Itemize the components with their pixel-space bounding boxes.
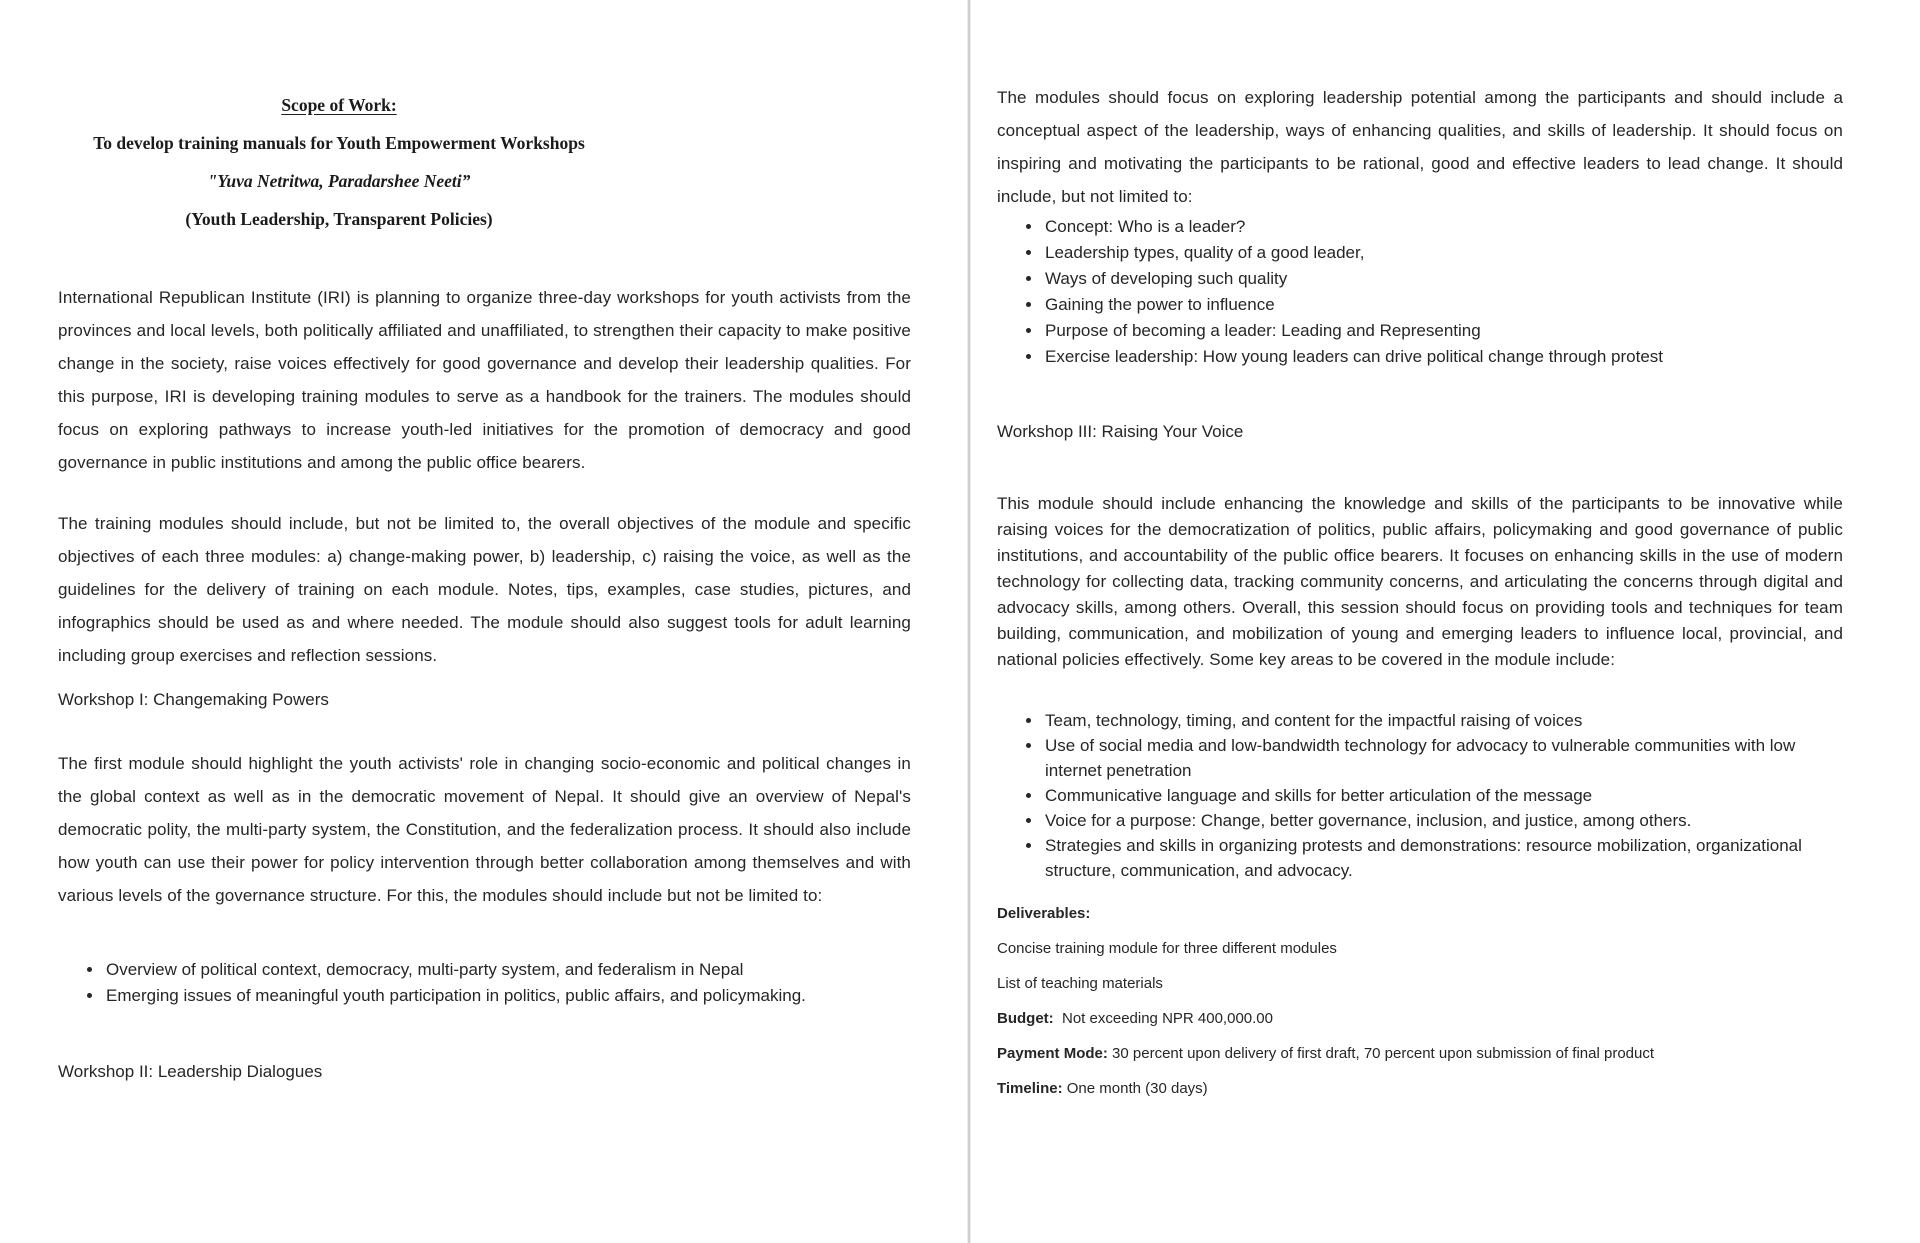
timeline-label: Timeline:	[997, 1080, 1063, 1097]
intro-paragraph-2: The training modules should include, but not be limited to, the overall objectives of the module and specific objectives of each three modules: a) change-making power, b) leadership, c) raising the voice, as well as the guidelines for the delivery of training on each module. Notes, tips, examples, case studies, pictures, and infographics should be used as and where needed. The module should also suggest tools for adult learning including group exercises and reflection sessions.	[58, 514, 911, 665]
document-title-nepali: "Yuva Netritwa, Paradarshee Neeti”	[207, 171, 471, 191]
deliverables-section	[997, 903, 1843, 1113]
bullet-item: • Overview of political context, democracy, multi-party system, and federalism in Nepal	[104, 957, 911, 983]
document-title: Scope of Work:	[281, 95, 397, 115]
workshop2-heading: Workshop II: Leadership Dialogues	[58, 1062, 323, 1081]
page-divider	[967, 0, 971, 1243]
workshop3-bullet-list	[997, 708, 1843, 883]
bullet-item: • Purpose of becoming a leader: Leading and Representing	[1043, 318, 1843, 344]
bullet-item: • Communicative language and skills for better articulation of the message	[1043, 783, 1843, 808]
timeline-value: One month (30 days)	[1066, 1080, 1208, 1097]
bullet-item: • Team, technology, timing, and content for the impactful raising of voices	[1043, 708, 1843, 733]
document-page-2	[997, 0, 1843, 1243]
deliverable-item: List of teaching materials	[997, 975, 1163, 992]
bullet-item: • Ways of developing such quality	[1043, 266, 1843, 292]
workshop1-heading: Workshop I: Changemaking Powers	[58, 690, 329, 709]
title-block	[58, 94, 620, 246]
bullet-item: • Gaining the power to influence	[1043, 292, 1843, 318]
bullet-item: • Strategies and skills in organizing protests and demonstrations: resource mobilization, organizational structure, communication, and advocacy.	[1043, 833, 1843, 883]
workshop3-heading: Workshop III: Raising Your Voice	[997, 422, 1244, 441]
budget-value: Not exceeding NPR 400,000.00	[1062, 1010, 1273, 1027]
bullet-item: • Use of social media and low-bandwidth technology for advocacy to vulnerable communities with low internet penetration	[1043, 733, 1843, 783]
bullet-item: • Voice for a purpose: Change, better governance, inclusion, and justice, among others.	[1043, 808, 1843, 833]
deliverable-item: Concise training module for three different modules	[997, 940, 1337, 957]
document-subtitle: To develop training manuals for Youth Empowerment Workshops	[93, 133, 585, 153]
document-page-1	[58, 0, 911, 1243]
workshop1-bullet-list	[58, 957, 911, 1009]
workshop1-paragraph: The first module should highlight the youth activists' role in changing socio-economic and political changes in the global context as well as in the democratic movement of Nepal. It should give an overview of Nepal's democratic polity, the multi-party system, the Constitution, and the federalization process. It should also include how youth can use their power for policy intervention through better collaboration among themselves and with various levels of the governance structure. For this, the modules should include but not be limited to:	[58, 754, 911, 905]
bullet-item: • Exercise leadership: How young leaders can drive political change through protest	[1043, 344, 1843, 370]
workshop2-bullet-list	[997, 214, 1843, 370]
document-title-translation: (Youth Leadership, Transparent Policies)	[185, 209, 493, 229]
bullet-item: • Concept: Who is a leader?	[1043, 214, 1843, 240]
budget-label: Budget:	[997, 1010, 1054, 1027]
bullet-item: • Emerging issues of meaningful youth participation in politics, public affairs, and policymaking.	[104, 983, 911, 1009]
workshop2-paragraph: The modules should focus on exploring leadership potential among the participants and should include a conceptual aspect of the leadership, ways of enhancing qualities, and skills of leadership. It should focus on inspiring and motivating the participants to be rational, good and effective leaders to lead change. It should include, but not limited to:	[997, 88, 1843, 206]
timeline-line	[997, 1078, 1843, 1100]
workshop3-paragraph: This module should include enhancing the knowledge and skills of the participants to be innovative while raising voices for the democratization of politics, public affairs, policymaking and good governance of public institutions, and accountability of the public office bearers. It focuses on enhancing skills in the use of modern technology for collecting data, tracking community concerns, and articulating the concerns through digital and advocacy skills, among others. Overall, this session should focus on providing tools and techniques for team building, communication, and mobilization of young and emerging leaders to influence local, provincial, and national policies effectively. Some key areas to be covered in the module include:	[997, 494, 1843, 669]
intro-paragraph-1: International Republican Institute (IRI) is planning to organize three-day workshops for youth activists from the provinces and local levels, both politically affiliated and unaffiliated, to strengthen their capacity to make positive change in the society, raise voices effectively for good governance and develop their leadership qualities. For this purpose, IRI is developing training modules to serve as a handbook for the trainers. The modules should focus on exploring pathways to increase youth-led initiatives for the promotion of democracy and good governance in public institutions and among the public office bearers.	[58, 288, 911, 472]
deliverables-heading: Deliverables:	[997, 905, 1091, 922]
payment-mode-value: 30 percent upon delivery of first draft, 70 percent upon submission of final product	[1112, 1045, 1655, 1062]
bullet-item: • Leadership types, quality of a good leader,	[1043, 240, 1843, 266]
budget-line	[997, 1008, 1843, 1030]
payment-mode-line	[997, 1043, 1843, 1065]
payment-mode-label: Payment Mode:	[997, 1045, 1108, 1062]
